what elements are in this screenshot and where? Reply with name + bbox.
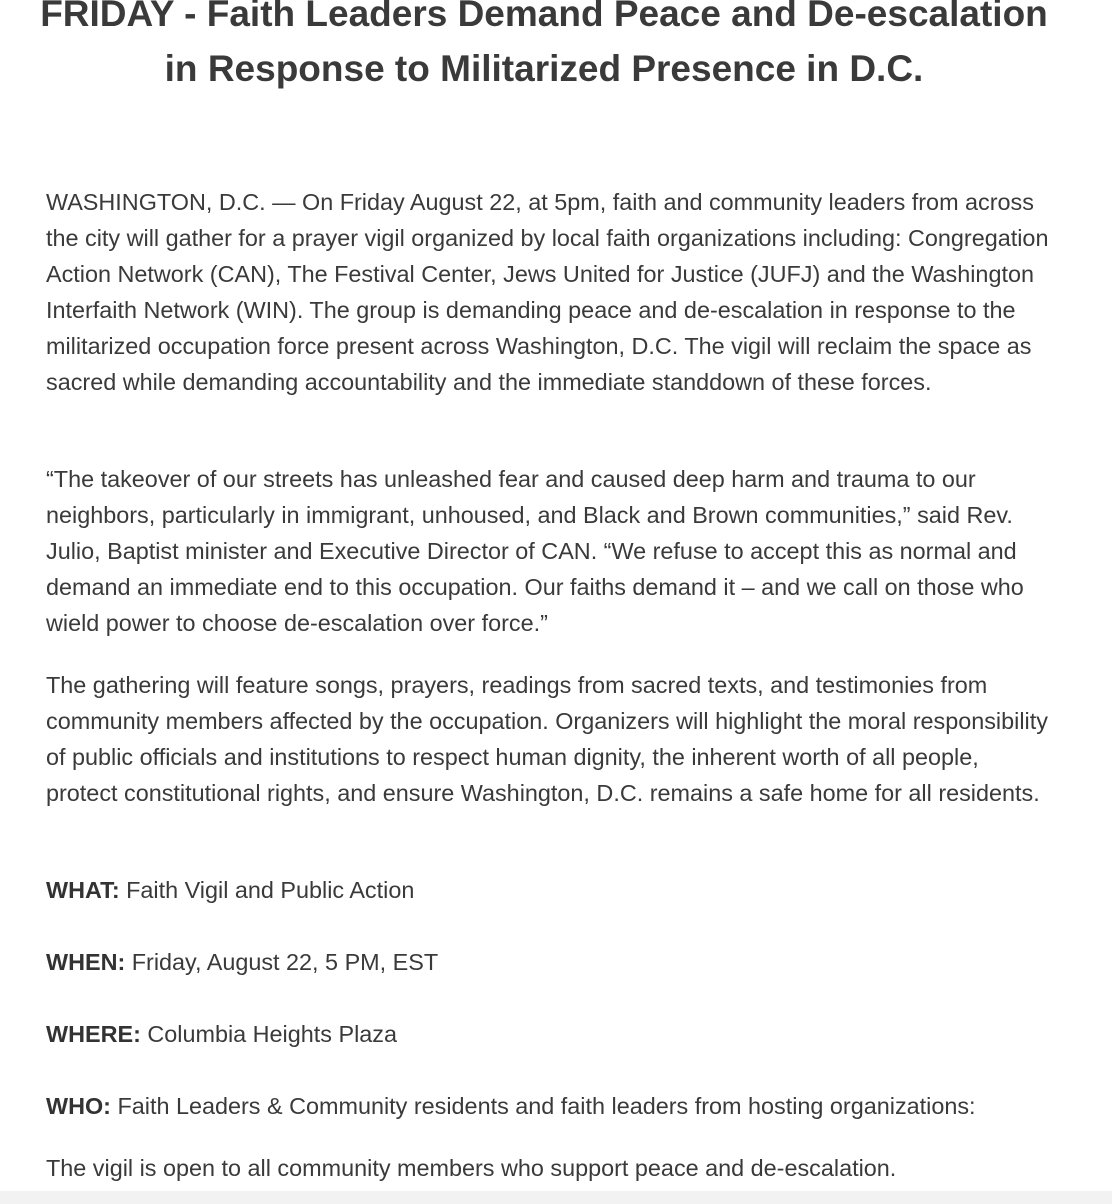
detail-what-value: Faith Vigil and Public Action — [119, 877, 415, 903]
detail-when-label: WHEN: — [46, 949, 126, 975]
gathering-paragraph: The gathering will feature songs, prayers, readings from sacred texts, and testimonies from community members affected by the occupation. Organizers will highlight the moral responsibility of public officials and institutions to respect human dignity, the inherent worth of all people, protect constitutional rights, and ensure Washington, D.C. remains a safe home for all residents. — [46, 672, 1048, 806]
detail-where — [46, 1016, 1086, 1052]
detail-when-value: Friday, August 22, 5 PM, EST — [125, 949, 439, 975]
detail-where-label: WHERE: — [46, 1021, 141, 1047]
detail-who-label: WHO: — [46, 1093, 111, 1119]
bottom-scroll-edge — [0, 1191, 1112, 1204]
page-title: FRIDAY - Faith Leaders Demand Peace and De-escalation in Response to Militarized Presence in D.C. — [40, 0, 1048, 89]
detail-where-value: Columbia Heights Plaza — [140, 1021, 397, 1047]
detail-what — [46, 872, 1086, 908]
closing-paragraph: The vigil is open to all community members who support peace and de-escalation. — [46, 1155, 897, 1181]
quote-paragraph: “The takeover of our streets has unleashed fear and caused deep harm and trauma to our neighbors, particularly in immigrant, unhoused, and Black and Brown communities,” said Rev. Julio, Baptist minister and Executive Director of CAN. “We refuse to accept this as normal and demand an immediate end to this occupation. Our faiths demand it – and we call on those who wield power to choose de-escalation over force.” — [46, 466, 1024, 636]
detail-who — [46, 1088, 1086, 1124]
detail-what-label: WHAT: — [46, 877, 120, 903]
intro-paragraph: WASHINGTON, D.C. — On Friday August 22, at 5pm, faith and community leaders from across the city will gather for a prayer vigil organized by local faith organizations including: Congregation Action Network (CAN), The Festival Center, Jews United for Justice (JUFJ) and the Washington Interfaith Network (WIN). The group is demanding peace and de-escalation in response to the militarized occupation force present across Washington, D.C. The vigil will reclaim the space as sacred while demanding accountability and the immediate standdown of these forces. — [46, 189, 1049, 395]
detail-when — [46, 944, 1086, 980]
detail-who-value: Faith Leaders & Community residents and faith leaders from hosting organizations: — [110, 1093, 976, 1119]
